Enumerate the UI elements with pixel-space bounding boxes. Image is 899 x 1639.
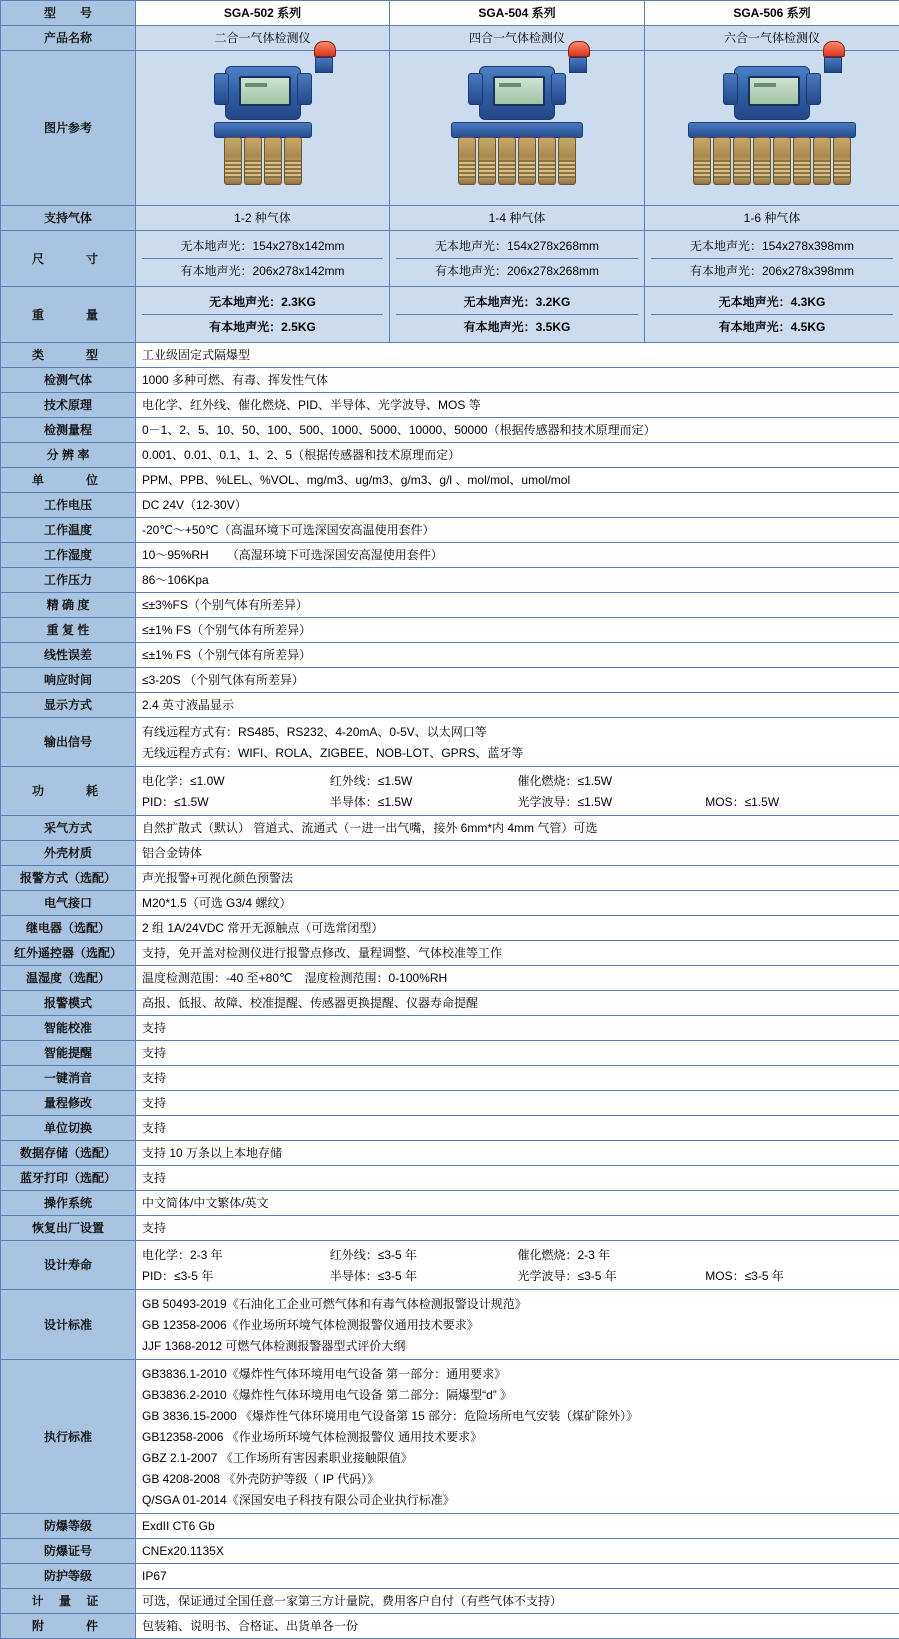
- row-label-power: 功 耗: [1, 767, 136, 816]
- row-value-range: 0－1、2、5、10、50、100、500、1000、5000、10000、50000（根据传感器和技术原理而定）: [136, 418, 899, 443]
- row-label-ip-level: 防护等级: [1, 1564, 136, 1589]
- row-label-interface: 电气接口: [1, 891, 136, 916]
- row-label-storage: 数据存储（选配）: [1, 1141, 136, 1166]
- size-col-3: [645, 231, 899, 287]
- table-row-image: [1, 51, 899, 206]
- exec-standard-item: Q/SGA 01-2014《深国安电子科技有限公司企业执行标准》: [142, 1489, 893, 1510]
- row-label-smart-reminder: 智能提醒: [1, 1041, 136, 1066]
- row-value-bluetooth-print: 支持: [136, 1166, 899, 1191]
- table-row-design-life: [1, 1241, 899, 1290]
- row-label-meter-cert: 计 量 证: [1, 1589, 136, 1614]
- row-label-detect-gas: 检测气体: [1, 368, 136, 393]
- row-value-ex-level: ExdII CT6 Gb: [136, 1514, 899, 1539]
- row-value-response-time: ≤3-20S （个别气体有所差异）: [136, 668, 899, 693]
- detector-manifold-icon: [451, 122, 583, 138]
- row-value-pressure: 86～106Kpa: [136, 568, 899, 593]
- product-name-1: 二合一气体检测仪: [136, 26, 390, 51]
- table-row-meter-cert: [1, 1589, 899, 1614]
- detector-head-icon: [734, 66, 810, 120]
- table-row-ip-level: [1, 1564, 899, 1589]
- size-with-alarm-2: 有本地声光：206x278x268mm: [396, 259, 638, 283]
- row-value-repeatability: ≤±1% FS（个别气体有所差异）: [136, 618, 899, 643]
- life-catalytic: 催化燃烧：2-3 年: [518, 1246, 706, 1264]
- row-label-range-modify: 量程修改: [1, 1091, 136, 1116]
- weight-col-1: [136, 287, 390, 343]
- detector-left-mount-icon: [723, 73, 738, 105]
- row-label-display: 显示方式: [1, 693, 136, 718]
- row-value-linearity: ≤±1% FS（个别气体有所差异）: [136, 643, 899, 668]
- table-row-bluetooth-print: [1, 1166, 899, 1191]
- table-row-linearity: [1, 643, 899, 668]
- product-name-3: 六合一气体检测仪: [645, 26, 899, 51]
- row-value-shell: 铝合金铸体: [136, 841, 899, 866]
- gas-detector-illustration: [688, 66, 856, 185]
- weight-no-alarm-2: 无本地声光：3.2KG: [396, 290, 638, 315]
- detector-display-icon: [493, 76, 545, 106]
- row-value-temperature: -20℃～+50℃（高温环境下可选深国安高温使用套件）: [136, 518, 899, 543]
- row-label-size: 尺 寸: [1, 231, 136, 287]
- alarm-beacon-icon: [568, 41, 588, 71]
- row-label-shell: 外壳材质: [1, 841, 136, 866]
- power-row-2: [142, 791, 893, 812]
- table-row-humidity: [1, 543, 899, 568]
- power-pid: PID：≤1.5W: [142, 793, 330, 811]
- row-label-resolution: 分 辨 率: [1, 443, 136, 468]
- row-label-sampling: 采气方式: [1, 816, 136, 841]
- support-gas-3: 1-6 种气体: [645, 206, 899, 231]
- row-label-repeatability: 重 复 性: [1, 618, 136, 643]
- detector-left-mount-icon: [468, 73, 483, 105]
- support-gas-2: 1-4 种气体: [390, 206, 645, 231]
- row-label-model: 型 号: [1, 1, 136, 26]
- weight-col-3: [645, 287, 899, 343]
- row-value-alarm: 声光报警+可视化颜色预警法: [136, 866, 899, 891]
- row-value-relay: 2 组 1A/24VDC 常开无源触点（可选常闭型）: [136, 916, 899, 941]
- life-semiconductor: 半导体：≤3-5 年: [330, 1267, 518, 1285]
- row-label-exec-standard: 执行标准: [1, 1360, 136, 1514]
- sensor-group-2: [451, 137, 583, 185]
- row-label-bluetooth-print: 蓝牙打印（选配）: [1, 1166, 136, 1191]
- gas-detector-illustration: [214, 66, 312, 185]
- table-row-alarm-mode: [1, 991, 899, 1016]
- table-row-accuracy: [1, 593, 899, 618]
- table-row-factory-reset: [1, 1216, 899, 1241]
- row-value-unit-switch: 支持: [136, 1116, 899, 1141]
- row-value-power: [136, 767, 899, 816]
- row-value-accuracy: ≤±3%FS（个别气体有所差异）: [136, 593, 899, 618]
- model-col-3: SGA-506 系列: [645, 1, 899, 26]
- row-value-resolution: 0.001、0.01、0.1、1、2、5（根据传感器和技术原理而定）: [136, 443, 899, 468]
- row-value-tech: 电化学、红外线、催化燃烧、PID、半导体、光学波导、MOS 等: [136, 393, 899, 418]
- table-row-alarm: [1, 866, 899, 891]
- weight-with-alarm-1: 有本地声光：2.5KG: [142, 315, 383, 339]
- table-row-temperature: [1, 518, 899, 543]
- row-label-relay: 继电器（选配）: [1, 916, 136, 941]
- table-row-exec-standard: [1, 1360, 899, 1514]
- table-row-sampling: [1, 816, 899, 841]
- power-mos: MOS：≤1.5W: [705, 793, 893, 811]
- table-row-type: [1, 343, 899, 368]
- row-label-product-name: 产品名称: [1, 26, 136, 51]
- row-label-response-time: 响应时间: [1, 668, 136, 693]
- power-semiconductor: 半导体：≤1.5W: [330, 793, 518, 811]
- power-row-1: [142, 770, 893, 791]
- detector-manifold-icon: [214, 122, 312, 138]
- row-label-weight: 重 量: [1, 287, 136, 343]
- detector-head-icon: [225, 66, 301, 120]
- support-gas-1: 1-2 种气体: [136, 206, 390, 231]
- exec-standard-item: GB3836.2-2010《爆炸性气体环境用电气设备 第二部分：隔爆型“d” 》: [142, 1384, 893, 1405]
- design-standard-item: GB 12358-2006《作业场所环境气体检测报警仪通用技术要求》: [142, 1314, 893, 1335]
- detector-right-mount-icon: [297, 73, 312, 105]
- row-label-humidity: 工作湿度: [1, 543, 136, 568]
- row-label-temperature: 工作温度: [1, 518, 136, 543]
- row-label-design-life: 设计寿命: [1, 1241, 136, 1290]
- row-value-ex-cert: CNEx20.1135X: [136, 1539, 899, 1564]
- row-value-remote: 支持，免开盖对检测仪进行报警点修改、量程调整、气体校准等工作: [136, 941, 899, 966]
- design-standard-item: GB 50493-2019《石油化工企业可燃气体和有毒气体检测报警设计规范》: [142, 1293, 893, 1314]
- exec-standard-item: GB3836.1-2010《爆炸性气体环境用电气设备 第一部分：通用要求》: [142, 1363, 893, 1384]
- detector-right-mount-icon: [551, 73, 566, 105]
- table-row-one-key-mute: [1, 1066, 899, 1091]
- row-value-one-key-mute: 支持: [136, 1066, 899, 1091]
- table-row-response-time: [1, 668, 899, 693]
- weight-no-alarm-1: 无本地声光：2.3KG: [142, 290, 383, 315]
- row-label-one-key-mute: 一键消音: [1, 1066, 136, 1091]
- row-value-humidity: 10～95%RH （高湿环境下可选深国安高湿使用套件）: [136, 543, 899, 568]
- detector-left-mount-icon: [214, 73, 229, 105]
- model-col-2: SGA-504 系列: [390, 1, 645, 26]
- row-label-alarm: 报警方式（选配）: [1, 866, 136, 891]
- exec-standard-item: GBZ 2.1-2007 《工作场所有害因素职业接触限值》: [142, 1447, 893, 1468]
- output-wired: 有线远程方式有：RS485、RS232、4-20mA、0-5V、以太网口等: [142, 721, 893, 742]
- weight-col-2: [390, 287, 645, 343]
- table-row-display: [1, 693, 899, 718]
- table-row-pressure: [1, 568, 899, 593]
- gas-detector-illustration: [451, 66, 583, 185]
- table-row-output: [1, 718, 899, 767]
- sensor-group-3: [688, 137, 856, 185]
- table-row-repeatability: [1, 618, 899, 643]
- table-row-unit: [1, 468, 899, 493]
- life-row-2: [142, 1265, 893, 1286]
- table-row-resolution: [1, 443, 899, 468]
- life-electrochemical: 电化学：2-3 年: [142, 1246, 330, 1264]
- row-label-ex-level: 防爆等级: [1, 1514, 136, 1539]
- row-label-unit: 单 位: [1, 468, 136, 493]
- row-label-voltage: 工作电压: [1, 493, 136, 518]
- row-label-unit-switch: 单位切换: [1, 1116, 136, 1141]
- row-value-design-standard: [136, 1290, 899, 1360]
- sensor-group-1: [214, 137, 312, 185]
- power-electrochemical: 电化学：≤1.0W: [142, 772, 330, 790]
- row-value-interface: M20*1.5（可选 G3/4 螺纹）: [136, 891, 899, 916]
- detector-manifold-icon: [688, 122, 856, 138]
- row-label-linearity: 线性误差: [1, 643, 136, 668]
- table-row-accessories: [1, 1614, 899, 1639]
- alarm-beacon-icon: [314, 41, 334, 71]
- row-label-smart-calibration: 智能校准: [1, 1016, 136, 1041]
- row-label-design-standard: 设计标准: [1, 1290, 136, 1360]
- row-value-exec-standard: [136, 1360, 899, 1514]
- size-no-alarm-3: 无本地声光：154x278x398mm: [651, 234, 893, 259]
- power-catalytic: 催化燃烧：≤1.5W: [518, 772, 706, 790]
- row-value-detect-gas: 1000 多种可燃、有毒、挥发性气体: [136, 368, 899, 393]
- table-row-voltage: [1, 493, 899, 518]
- row-value-alarm-mode: 高报、低报、故障、校准提醒、传感器更换提醒、仪器寿命提醒: [136, 991, 899, 1016]
- alarm-beacon-icon: [823, 41, 843, 71]
- row-value-temp-humidity: 温度检测范围：-40 至+80℃ 湿度检测范围：0-100%RH: [136, 966, 899, 991]
- row-value-storage: 支持 10 万条以上本地存储: [136, 1141, 899, 1166]
- table-row-range-modify: [1, 1091, 899, 1116]
- product-image-1: [136, 51, 390, 206]
- life-infrared: 红外线：≤3-5 年: [330, 1246, 518, 1264]
- row-label-tech: 技术原理: [1, 393, 136, 418]
- row-label-temp-humidity: 温湿度（选配）: [1, 966, 136, 991]
- row-label-range: 检测量程: [1, 418, 136, 443]
- row-label-ex-cert: 防爆证号: [1, 1539, 136, 1564]
- row-label-os: 操作系统: [1, 1191, 136, 1216]
- row-value-accessories: 包装箱、说明书、合格证、出货单各一份: [136, 1614, 899, 1639]
- size-no-alarm-2: 无本地声光：154x278x268mm: [396, 234, 638, 259]
- detector-head-icon: [479, 66, 555, 120]
- row-value-ip-level: IP67: [136, 1564, 899, 1589]
- row-value-smart-calibration: 支持: [136, 1016, 899, 1041]
- model-col-1: SGA-502 系列: [136, 1, 390, 26]
- table-row-relay: [1, 916, 899, 941]
- row-value-range-modify: 支持: [136, 1091, 899, 1116]
- table-row-ex-level: [1, 1514, 899, 1539]
- exec-standard-item: GB 4208-2008 《外壳防护等级（ IP 代码）》: [142, 1468, 893, 1489]
- exec-standard-item: GB12358-2006 《作业场所环境气体检测报警仪 通用技术要求》: [142, 1426, 893, 1447]
- table-row-unit-switch: [1, 1116, 899, 1141]
- detector-right-mount-icon: [806, 73, 821, 105]
- row-label-image: 图片参考: [1, 51, 136, 206]
- row-label-accessories: 附 件: [1, 1614, 136, 1639]
- life-row-1: [142, 1244, 893, 1265]
- power-optical: 光学波导：≤1.5W: [518, 793, 706, 811]
- weight-no-alarm-3: 无本地声光：4.3KG: [651, 290, 893, 315]
- table-row-smart-calibration: [1, 1016, 899, 1041]
- row-value-unit: PPM、PPB、%LEL、%VOL、mg/m3、ug/m3、g/m3、g/l 、mol/mol、umol/mol: [136, 468, 899, 493]
- row-value-design-life: [136, 1241, 899, 1290]
- row-value-voltage: DC 24V（12-30V）: [136, 493, 899, 518]
- table-row-model: [1, 1, 899, 26]
- table-row-design-standard: [1, 1290, 899, 1360]
- row-value-smart-reminder: 支持: [136, 1041, 899, 1066]
- table-row-support-gas: [1, 206, 899, 231]
- life-mos: MOS：≤3-5 年: [705, 1267, 893, 1285]
- row-label-factory-reset: 恢复出厂设置: [1, 1216, 136, 1241]
- table-row-ex-cert: [1, 1539, 899, 1564]
- table-row-detect-gas: [1, 368, 899, 393]
- table-row-product-name: [1, 26, 899, 51]
- detector-display-icon: [239, 76, 291, 106]
- table-row-tech: [1, 393, 899, 418]
- row-label-accuracy: 精 确 度: [1, 593, 136, 618]
- table-row-temp-humidity: [1, 966, 899, 991]
- exec-standard-item: GB 3836.15-2000 《爆炸性气体环境用电气设备第 15 部分：危险场所电气安装（煤矿除外）》: [142, 1405, 893, 1426]
- table-row-remote: [1, 941, 899, 966]
- life-pid: PID：≤3-5 年: [142, 1267, 330, 1285]
- row-label-pressure: 工作压力: [1, 568, 136, 593]
- product-image-2: [390, 51, 645, 206]
- row-label-support-gas: 支持气体: [1, 206, 136, 231]
- size-with-alarm-1: 有本地声光：206x278x142mm: [142, 259, 383, 283]
- row-label-type: 类 型: [1, 343, 136, 368]
- size-col-2: [390, 231, 645, 287]
- row-value-type: 工业级固定式隔爆型: [136, 343, 899, 368]
- table-row-os: [1, 1191, 899, 1216]
- power-infrared: 红外线：≤1.5W: [330, 772, 518, 790]
- table-row-range: [1, 418, 899, 443]
- size-col-1: [136, 231, 390, 287]
- life-optical: 光学波导：≤3-5 年: [518, 1267, 706, 1285]
- size-with-alarm-3: 有本地声光：206x278x398mm: [651, 259, 893, 283]
- row-value-factory-reset: 支持: [136, 1216, 899, 1241]
- design-standard-item: JJF 1368-2012 可燃气体检测报警器型式评价大纲: [142, 1335, 893, 1356]
- table-row-interface: [1, 891, 899, 916]
- table-row-size: [1, 231, 899, 287]
- row-label-alarm-mode: 报警模式: [1, 991, 136, 1016]
- row-label-output: 输出信号: [1, 718, 136, 767]
- row-value-display: 2.4 英寸液晶显示: [136, 693, 899, 718]
- weight-with-alarm-3: 有本地声光：4.5KG: [651, 315, 893, 339]
- size-no-alarm-1: 无本地声光：154x278x142mm: [142, 234, 383, 259]
- table-row-smart-reminder: [1, 1041, 899, 1066]
- table-row-power: [1, 767, 899, 816]
- row-value-output: [136, 718, 899, 767]
- product-name-2: 四合一气体检测仪: [390, 26, 645, 51]
- output-wireless: 无线远程方式有：WIFI、ROLA、ZIGBEE、NOB-LOT、GPRS、蓝牙等: [142, 742, 893, 763]
- table-row-weight: [1, 287, 899, 343]
- weight-with-alarm-2: 有本地声光：3.5KG: [396, 315, 638, 339]
- product-image-3: [645, 51, 899, 206]
- table-row-storage: [1, 1141, 899, 1166]
- row-value-os: 中文简体/中文繁体/英文: [136, 1191, 899, 1216]
- row-value-sampling: 自然扩散式（默认） 管道式、流通式（一进一出气嘴，接外 6mm*内 4mm 气管）可选: [136, 816, 899, 841]
- detector-display-icon: [748, 76, 800, 106]
- table-row-shell: [1, 841, 899, 866]
- row-value-meter-cert: 可选，保证通过全国任意一家第三方计量院，费用客户自付（有些气体不支持）: [136, 1589, 899, 1614]
- row-label-remote: 红外遥控器（选配）: [1, 941, 136, 966]
